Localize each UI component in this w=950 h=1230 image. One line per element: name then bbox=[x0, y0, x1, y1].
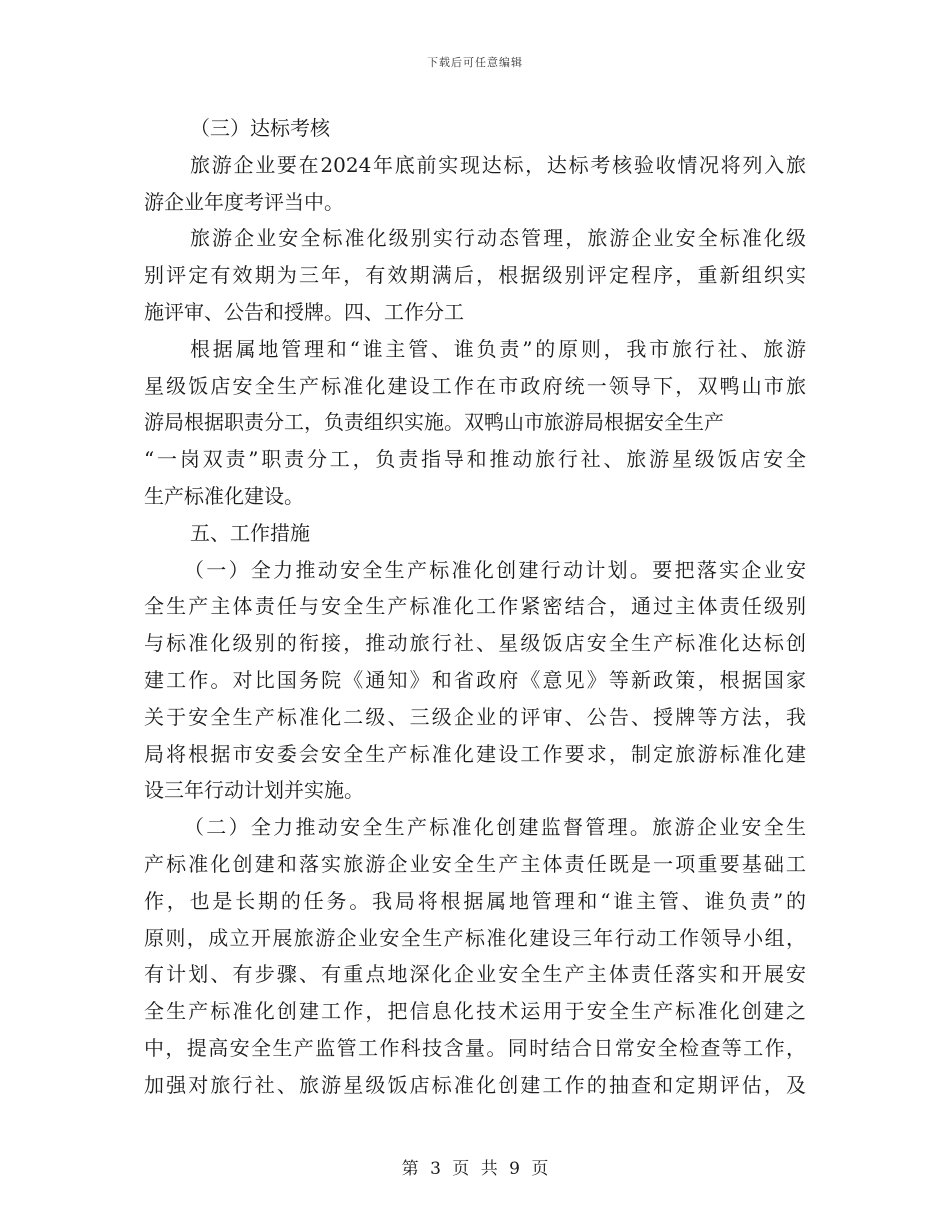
paragraph-line: 全生产主体责任与安全生产标准化工作紧密结合，通过主体责任级别 bbox=[144, 594, 806, 619]
paragraph-line: 别评定有效期为三年，有效期满后，根据级别评定程序，重新组织实 bbox=[144, 263, 806, 288]
paragraph-line: 与标准化级别的衔接，推动旅行社、星级饭店安全生产标准化达标创 bbox=[144, 631, 806, 656]
paragraph-line: 建工作。对比国务院《通知》和省政府《意见》等新政策，根据国家 bbox=[144, 667, 806, 692]
paragraph-line: 生产标准化建设。 bbox=[144, 483, 304, 508]
paragraph-line: 旅游企业要在2024年底前实现达标，达标考核验收情况将列入旅 bbox=[190, 152, 806, 177]
paragraph-line: 加强对旅行社、旅游星级饭店标准化创建工作的抽查和定期评估，及 bbox=[144, 1072, 806, 1097]
document-body bbox=[144, 110, 806, 1104]
paragraph-line: 施评审、公告和授牌。四、工作分工 bbox=[144, 299, 464, 324]
paragraph-line: 星级饭店安全生产标准化建设工作在市政府统一领导下，双鸭山市旅 bbox=[144, 373, 806, 398]
paragraph-line: （一）全力推动安全生产标准化创建行动计划。要把落实企业安 bbox=[184, 557, 806, 582]
paragraph-line: 旅游企业安全标准化级别实行动态管理，旅游企业安全标准化级 bbox=[190, 226, 806, 251]
section-heading-assessment: （三）达标考核 bbox=[190, 116, 330, 140]
paragraph-line: 作，也是长期的任务。我局将根据属地管理和“谁主管、谁负责”的 bbox=[144, 888, 806, 913]
paragraph-line: “一岗双责”职责分工，负责指导和推动旅行社、旅游星级饭店安全 bbox=[144, 447, 806, 472]
section-heading-measures: 五、工作措施 bbox=[190, 520, 310, 545]
paragraph-line: 产标准化创建和落实旅游企业安全生产主体责任既是一项重要基础工 bbox=[144, 851, 806, 876]
page-number-footer: 第 3 页 共 9 页 bbox=[401, 1159, 549, 1179]
paragraph-line: 局将根据市安委会安全生产标准化建设工作要求，制定旅游标准化建 bbox=[144, 741, 806, 766]
paragraph-line: 中，提高安全生产监管工作科技含量。同时结合日常安全检查等工作， bbox=[144, 1035, 806, 1060]
paragraph-line: 有计划、有步骤、有重点地深化企业安全生产主体责任落实和开展安 bbox=[144, 962, 806, 987]
paragraph-line: 设三年行动计划并实施。 bbox=[144, 778, 364, 803]
paragraph-line: 游局根据职责分工，负责组织实施。双鸭山市旅游局根据安全生产 bbox=[144, 410, 724, 435]
paragraph-line: 游企业年度考评当中。 bbox=[144, 189, 344, 214]
paragraph-line: （二）全力推动安全生产标准化创建监督管理。旅游企业安全生 bbox=[184, 815, 806, 840]
paragraph-line: 全生产标准化创建工作，把信息化技术运用于安全生产标准化创建之 bbox=[144, 999, 806, 1024]
paragraph-line: 根据属地管理和“谁主管、谁负责”的原则，我市旅行社、旅游 bbox=[190, 336, 806, 361]
paragraph-line: 原则，成立开展旅游企业安全生产标准化建设三年行动工作领导小组， bbox=[144, 925, 806, 950]
page-header: 下载后可任意编辑 bbox=[427, 56, 523, 69]
paragraph-line: 关于安全生产标准化二级、三级企业的评审、公告、授牌等方法，我 bbox=[144, 704, 806, 729]
